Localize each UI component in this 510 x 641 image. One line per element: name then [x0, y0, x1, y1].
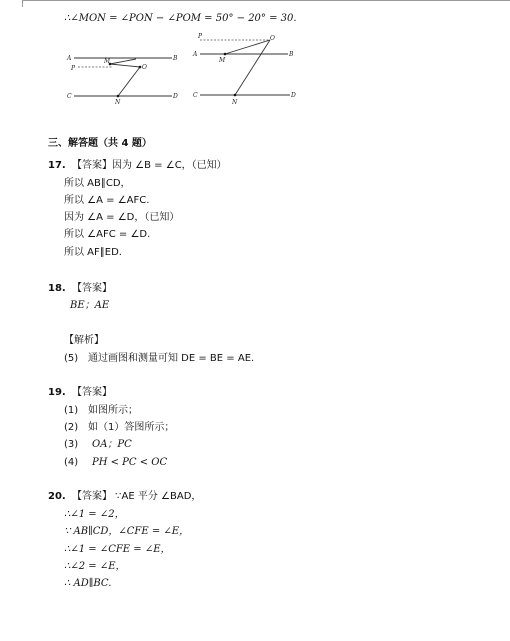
svg-text:M: M [219, 57, 226, 64]
svg-text:C: C [67, 93, 72, 100]
svg-text:D: D [173, 93, 178, 100]
q19-item-1-text: 如图所示； [88, 405, 138, 416]
q17-line-2: 所以 AB∥CD， [64, 178, 131, 189]
geometry-figure-left [60, 40, 180, 110]
q18-analysis-text: 通过画图和测量可知 DE = BE = AE. [88, 353, 255, 364]
q18-analysis-tag: 【解析】 [64, 335, 104, 346]
q18-answer: BE；AE [70, 300, 110, 311]
svg-text:O: O [270, 35, 275, 42]
q17-line-6: 所以 AF∥ED. [64, 247, 122, 258]
svg-text:C: C [193, 92, 198, 99]
svg-text:N: N [115, 99, 121, 106]
top-formula: ∴∠MON = ∠PON − ∠POM = 50° − 20° = 30. [64, 13, 297, 24]
svg-text:D: D [291, 92, 296, 99]
svg-text:B: B [289, 51, 294, 58]
q20-line-6: ∴ AD∥BC. [64, 578, 112, 589]
q18-answer-tag: 【答案】 [72, 283, 112, 294]
q17-line-4: 因为 ∠A = ∠D，（已知） [64, 212, 180, 223]
q19-item-4-text: PH < PC < OC [92, 457, 168, 468]
q18-analysis-index: (5) [64, 353, 79, 364]
svg-text:N: N [232, 99, 238, 106]
question-number-19: 19. [48, 387, 66, 398]
q19-item-1-index: (1) [64, 405, 79, 416]
q19-answer-tag: 【答案】 [72, 387, 112, 398]
section-heading: 三、解答题（共 4 题） [48, 138, 152, 149]
page-header-rule [22, 0, 510, 5]
q17-line-5: 所以 ∠AFC = ∠D. [64, 229, 151, 240]
svg-text:B: B [173, 55, 178, 62]
q20-line-1: 【答案】 ∵AE 平分 ∠BAD， [72, 491, 202, 502]
q20-line-2: ∴∠1 = ∠2， [64, 509, 125, 520]
question-number-17: 17. [48, 160, 66, 171]
q17-line-3: 所以 ∠A = ∠AFC. [64, 195, 150, 206]
q19-item-3-index: (3) [64, 439, 79, 450]
q19-item-2-index: (2) [64, 422, 79, 433]
question-number-20: 20. [48, 491, 66, 502]
q20-line-3: ∵ AB∥CD，∠CFE = ∠E， [64, 526, 190, 537]
geometry-figure-right [188, 32, 303, 110]
svg-text:A: A [193, 51, 198, 58]
q20-line-4: ∴∠1 = ∠CFE = ∠E， [64, 544, 171, 555]
question-number-18: 18. [48, 283, 66, 294]
q20-line-5: ∴∠2 = ∠E， [64, 561, 126, 572]
q19-item-3-text: OA；PC [92, 439, 132, 450]
svg-text:M: M [104, 58, 111, 65]
q17-line-1: 【答案】因为 ∠B = ∠C，（已知） [72, 160, 227, 171]
q19-item-2-text: 如（1）答图所示； [88, 422, 175, 433]
svg-text:P: P [71, 65, 76, 72]
svg-text:A: A [67, 55, 72, 62]
q19-item-4-index: (4) [64, 457, 79, 468]
svg-text:P: P [198, 33, 203, 40]
svg-text:O: O [142, 64, 147, 71]
